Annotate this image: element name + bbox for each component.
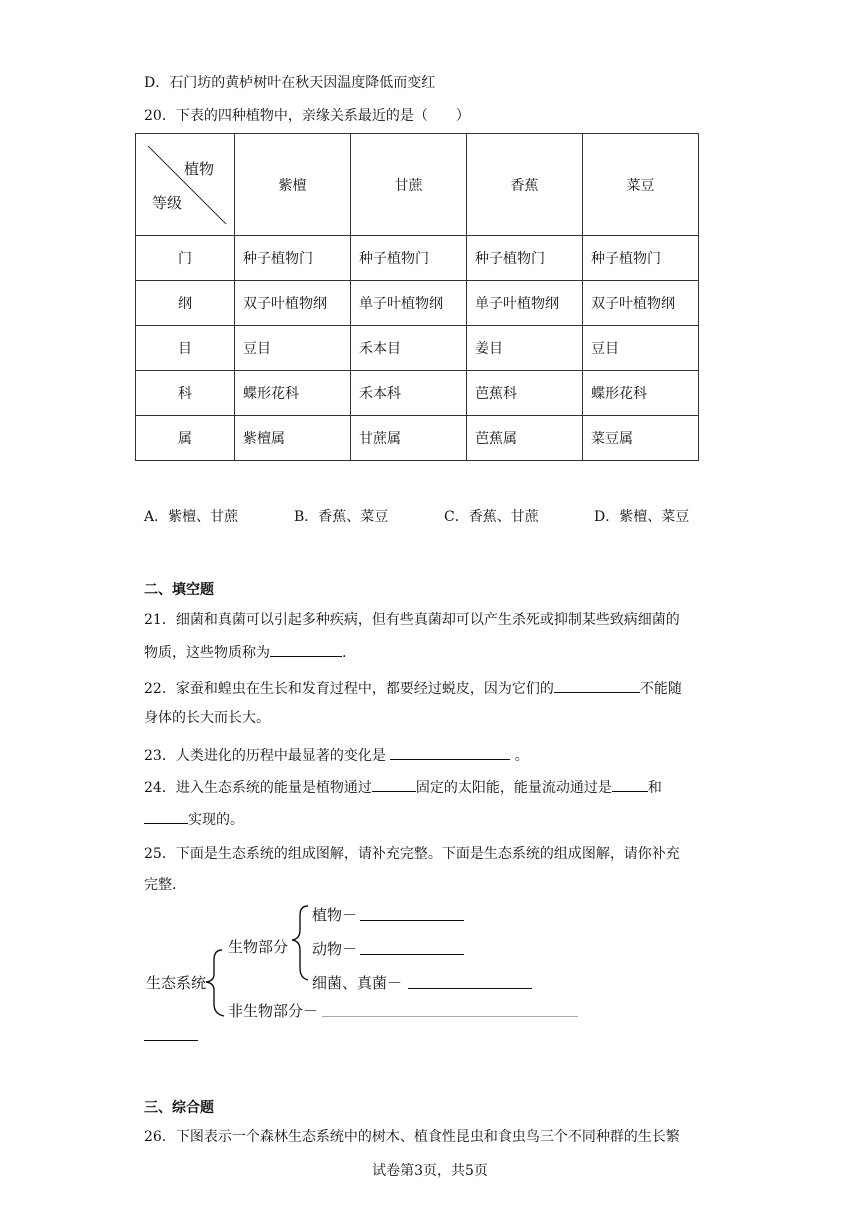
q20-option-c: C．香蕉、甘蔗	[444, 509, 539, 525]
diagram-animals-label: 动物－	[312, 940, 358, 958]
table-row	[136, 281, 699, 326]
table-cell: 种子植物门	[467, 236, 583, 281]
diagram-abiotic-label: 非生物部分－	[228, 1002, 319, 1020]
q20-stem: 20．下表的四种植物中，亲缘关系最近的是（ ）	[144, 108, 470, 124]
table-cell: 菜豆属	[583, 416, 699, 461]
q23-end: 。	[510, 748, 529, 764]
q19-option-d: D．石门坊的黄栌树叶在秋天因温度降低而变红	[144, 75, 436, 91]
table-cell: 芭蕉科	[467, 371, 583, 416]
column-header: 香蕉	[467, 134, 583, 236]
table-cell: 芭蕉属	[467, 416, 583, 461]
microbes-answer-line	[408, 988, 532, 989]
q22-line1	[144, 677, 682, 699]
table-cell: 紫檀属	[235, 416, 351, 461]
table-cell: 豆目	[235, 326, 351, 371]
q22-answer-blank	[554, 677, 640, 693]
rank-cell: 属	[136, 416, 235, 461]
q23-text: 23．人类进化的历程中最显著的变化是	[144, 748, 391, 764]
table-cell: 双子叶植物纲	[235, 281, 351, 326]
q20-option-b: B．香蕉、菜豆	[294, 509, 389, 525]
table-cell: 单子叶植物纲	[467, 281, 583, 326]
rank-cell: 纲	[136, 281, 235, 326]
table-cell: 甘蔗属	[351, 416, 467, 461]
diagram-root-label: 生态系统	[146, 974, 207, 992]
q25-line1: 25．下面是生态系统的组成图解，请补充完整。下面是生态系统的组成图解，请你补充	[144, 846, 680, 862]
rank-cell: 门	[136, 236, 235, 281]
q25-trailing-blank	[144, 1040, 198, 1041]
q25-line2: 完整.	[144, 877, 177, 893]
q21-line1: 21．细菌和真菌可以引起多种疾病，但有些真菌却可以产生杀死或抑制某些致病细菌的	[144, 612, 680, 628]
q24-answer-blank-2	[612, 776, 648, 792]
diagram-braces	[140, 898, 590, 1028]
column-header: 甘蔗	[351, 134, 467, 236]
q24-answer-blank-3	[144, 808, 188, 824]
header-plant-label: 植物	[184, 160, 215, 178]
table-cell: 单子叶植物纲	[351, 281, 467, 326]
q21-line2	[144, 641, 346, 663]
section-title-comprehensive: 三、综合题	[144, 1100, 214, 1116]
table-row	[136, 326, 699, 371]
q24-text-4: 实现的。	[188, 812, 244, 828]
header-rank-label: 等级	[152, 194, 183, 212]
table-cell: 种子植物门	[235, 236, 351, 281]
table-cell: 双子叶植物纲	[583, 281, 699, 326]
table-row	[136, 371, 699, 416]
q22-line2: 身体的长大而长大。	[144, 710, 270, 726]
q24-text-1: 24．进入生态系统的能量是植物通过	[144, 780, 372, 796]
table-cell: 种子植物门	[583, 236, 699, 281]
q23-line	[144, 744, 529, 766]
table-row	[136, 236, 699, 281]
q21-answer-blank	[270, 641, 342, 657]
section-title-fill-in: 二、填空题	[144, 582, 214, 598]
plants-answer-line	[360, 920, 464, 921]
animals-answer-line	[360, 954, 464, 955]
table-row	[136, 416, 699, 461]
diagram-plants-label: 植物－	[312, 906, 358, 924]
table-cell: 禾本科	[351, 371, 467, 416]
q24-line2	[144, 808, 244, 830]
table-cell: 种子植物门	[351, 236, 467, 281]
rank-cell: 科	[136, 371, 235, 416]
abiotic-answer-line	[322, 1016, 578, 1017]
q24-text-2: 固定的太阳能，能量流动通过是	[415, 780, 612, 796]
q21-end: .	[342, 645, 347, 661]
table-corner-cell	[136, 134, 235, 236]
q24-text-3: 和	[647, 780, 662, 796]
table-header-row	[136, 134, 699, 236]
q22-text: 22．家蚕和蝗虫在生长和发育过程中，都要经过蜕皮，因为它们的	[144, 681, 554, 697]
q24-answer-blank-1	[372, 776, 416, 792]
q23-answer-blank	[390, 744, 510, 760]
table-cell: 禾本目	[351, 326, 467, 371]
q22-text-after: 不能随	[639, 681, 682, 697]
page-footer: 试卷第3页，共5页	[372, 1163, 488, 1179]
table-cell: 姜目	[467, 326, 583, 371]
diagram-biotic-label: 生物部分	[228, 938, 289, 956]
column-header: 紫檀	[235, 134, 351, 236]
q26-line1: 26．下图表示一个森林生态系统中的树木、植食性昆虫和食虫鸟三个不同种群的生长繁	[144, 1129, 680, 1145]
classification-table	[135, 133, 699, 461]
table-cell: 蝶形花科	[583, 371, 699, 416]
column-header: 菜豆	[583, 134, 699, 236]
diagram-microbes-label: 细菌、真菌－	[312, 974, 403, 992]
q20-option-a: A．紫檀、甘蔗	[144, 509, 239, 525]
table-cell: 豆目	[583, 326, 699, 371]
q20-option-d: D．紫檀、菜豆	[594, 509, 690, 525]
q24-line1	[144, 776, 662, 798]
rank-cell: 目	[136, 326, 235, 371]
table-cell: 蝶形花科	[235, 371, 351, 416]
ecosystem-diagram	[140, 898, 590, 1028]
diagonal-divider	[136, 134, 234, 235]
q21-text: 物质，这些物质称为	[144, 645, 270, 661]
